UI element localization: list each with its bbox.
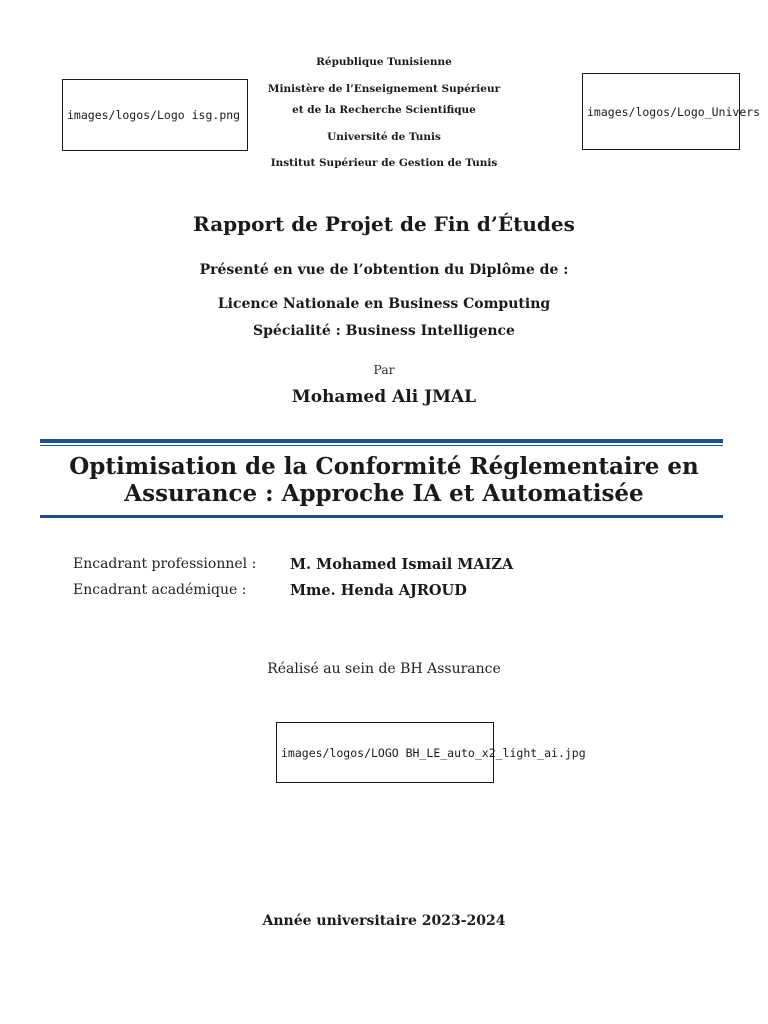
title-top-rule-thin <box>40 445 723 446</box>
university-line: Université de Tunis <box>327 131 441 143</box>
by-label: Par <box>373 362 395 377</box>
company-text: Réalisé au sein de BH Assurance <box>267 661 501 677</box>
supervisor-academic-name: Mme. Henda AJROUD <box>290 582 467 599</box>
republic-line: République Tunisienne <box>316 56 452 68</box>
bh-assurance-logo-path: images/logos/LOGO BH_LE_auto_x2_light_ai.jpg <box>281 745 586 760</box>
title-bottom-rule <box>40 515 723 518</box>
thesis-title-line-2: Assurance : Approche IA et Automatisée <box>124 480 644 507</box>
university-logo-path: images/logos/Logo_Univers <box>587 104 761 119</box>
supervisor-professional-name: M. Mohamed Ismail MAIZA <box>290 556 514 573</box>
supervisor-academic-label: Encadrant académique : <box>73 582 247 598</box>
degree-text: Licence Nationale en Business Computing <box>217 296 551 312</box>
ministry-line-2: et de la Recherche Scientifique <box>292 104 476 116</box>
bh-assurance-logo-placeholder <box>276 722 586 783</box>
supervisor-professional-label: Encadrant professionnel : <box>73 556 257 572</box>
thesis-title-line-1: Optimisation de la Conformité Réglementaire en <box>69 453 699 480</box>
presented-for-text: Présenté en vue de l’obtention du Diplôme de : <box>199 262 569 278</box>
title-top-rule-thick <box>40 439 723 443</box>
author-name: Mohamed Ali JMAL <box>291 387 477 407</box>
report-type-heading: Rapport de Projet de Fin d’Études <box>193 212 575 236</box>
academic-year: Année universitaire 2023-2024 <box>262 913 506 929</box>
isg-logo-path: images/logos/Logo isg.png <box>67 108 241 122</box>
speciality-text: Spécialité : Business Intelligence <box>253 323 515 339</box>
institute-line: Institut Supérieur de Gestion de Tunis <box>270 157 498 169</box>
ministry-line-1: Ministère de l’Enseignement Supérieur <box>267 83 501 95</box>
